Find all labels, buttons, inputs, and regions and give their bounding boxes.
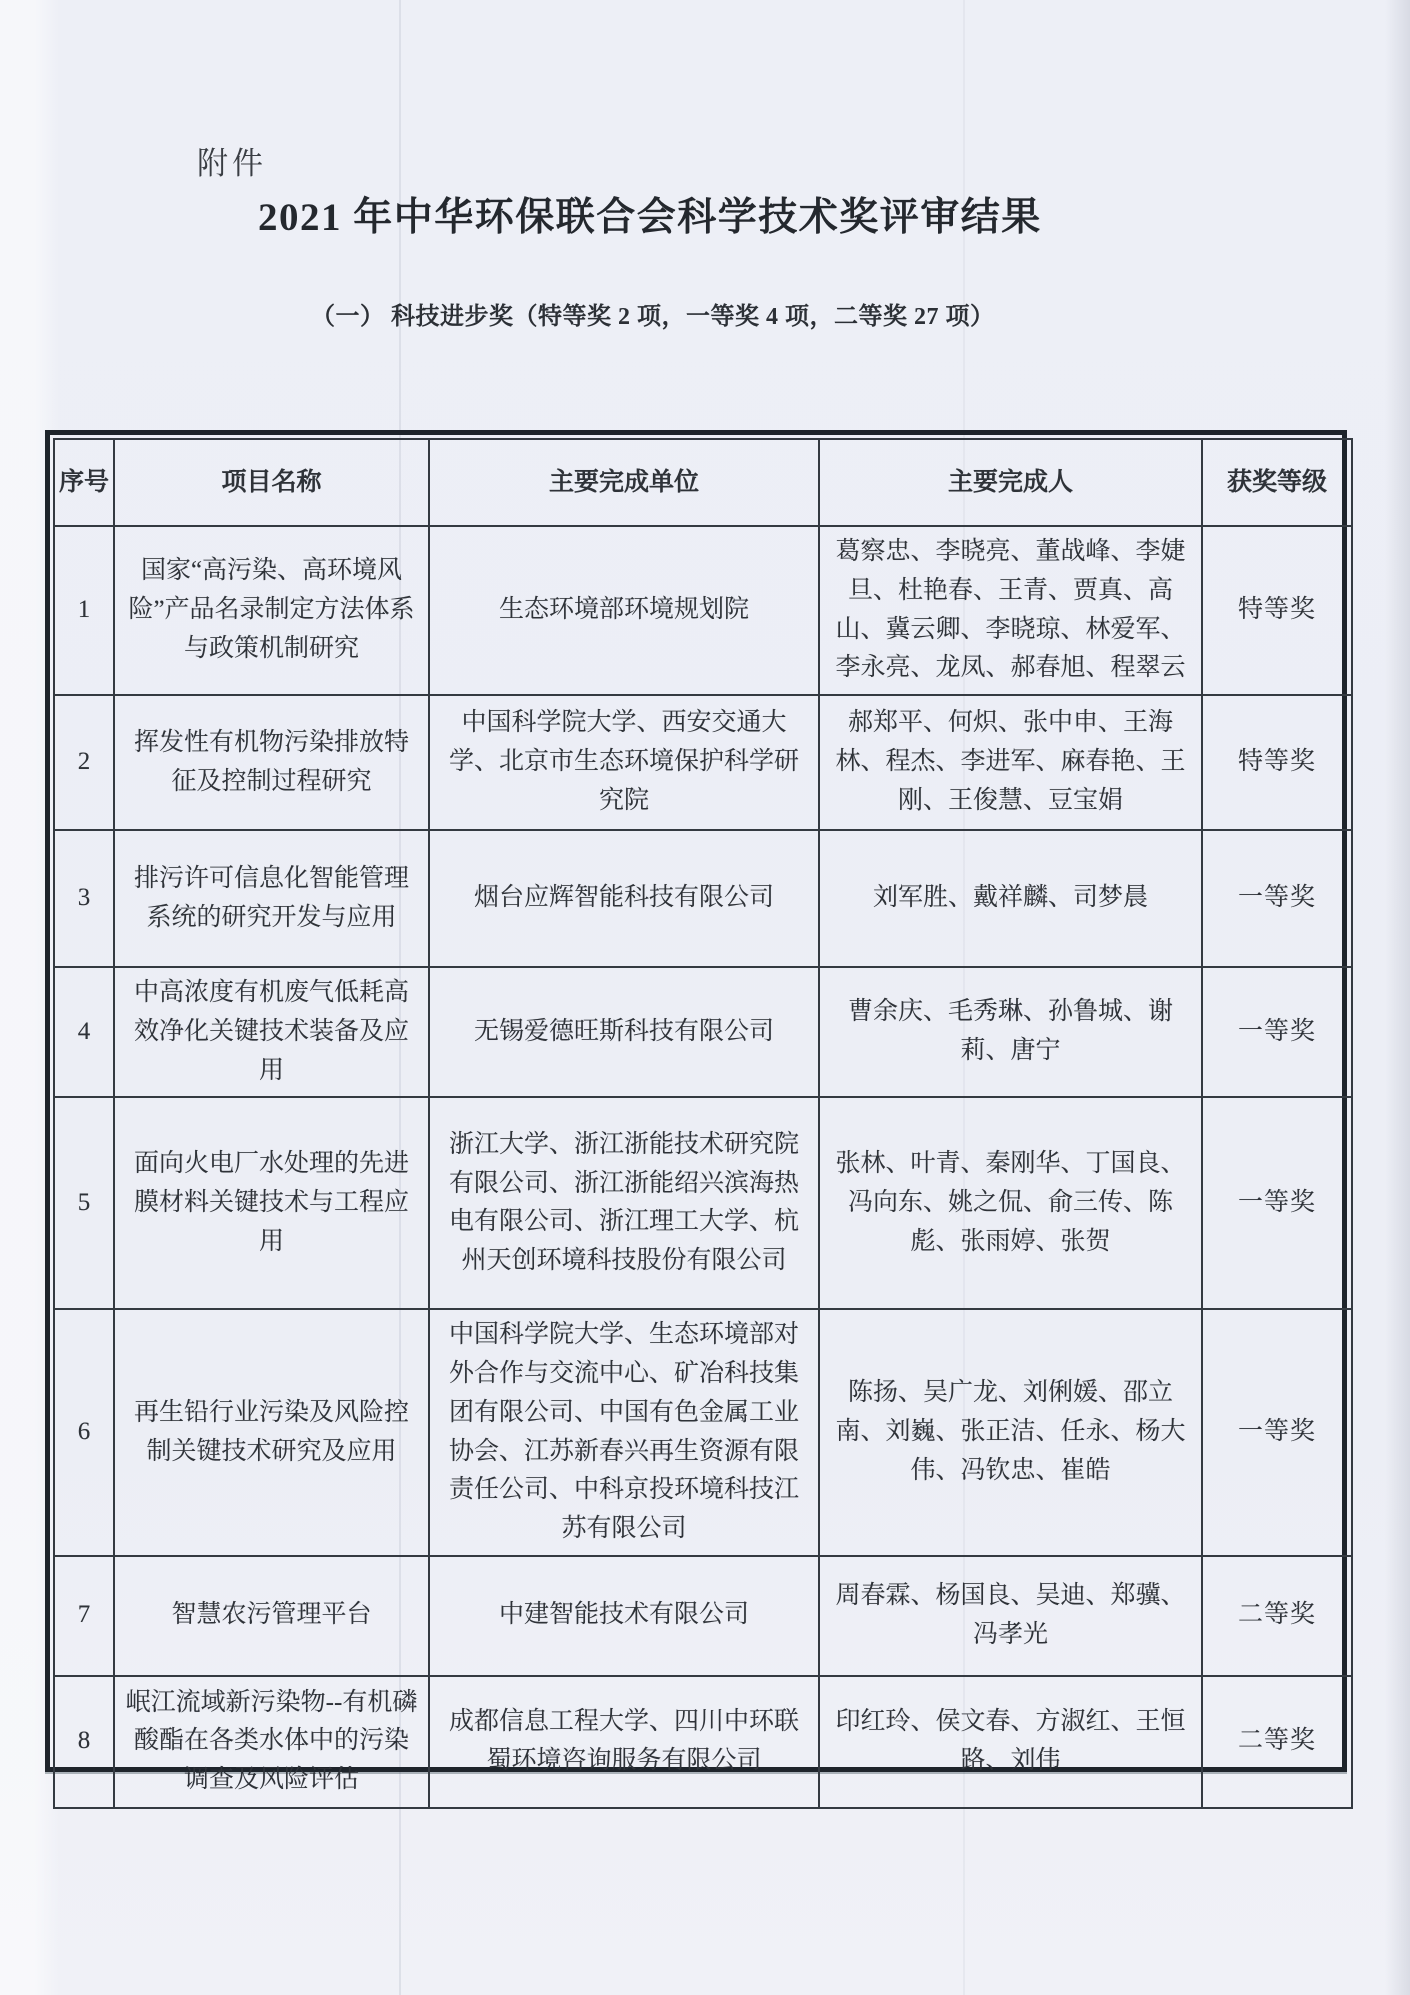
table-row — [54, 830, 1352, 967]
award-level: 一等奖 — [1202, 1309, 1352, 1556]
project-name: 岷江流域新污染物--有机磷酸酯在各类水体中的污染调查及风险评估 — [114, 1676, 429, 1808]
award-level: 二等奖 — [1202, 1676, 1352, 1808]
table-row — [54, 967, 1352, 1097]
project-name: 面向火电厂水处理的先进膜材料关键技术与工程应用 — [114, 1097, 429, 1309]
col-header-project: 项目名称 — [114, 439, 429, 526]
completing-people: 陈扬、吴广龙、刘俐媛、邵立南、刘巍、张正洁、任永、杨大伟、冯钦忠、崔皓 — [819, 1309, 1202, 1556]
completing-units: 中国科学院大学、生态环境部对外合作与交流中心、矿冶科技集团有限公司、中国有色金属工业协会、江苏新春兴再生资源有限责任公司、中科京投环境科技江苏有限公司 — [429, 1309, 819, 1556]
completing-units: 成都信息工程大学、四川中环联蜀环境咨询服务有限公司 — [429, 1676, 819, 1808]
award-level: 特等奖 — [1202, 526, 1352, 695]
award-level: 一等奖 — [1202, 830, 1352, 967]
completing-people: 张林、叶青、秦刚华、丁国良、冯向东、姚之侃、俞三传、陈彪、张雨婷、张贺 — [819, 1097, 1202, 1309]
project-name: 再生铅行业污染及风险控制关键技术研究及应用 — [114, 1309, 429, 1556]
row-no: 8 — [54, 1676, 114, 1808]
attachment-label: 附件 — [197, 146, 267, 181]
completing-people: 刘军胜、戴祥麟、司梦晨 — [819, 830, 1202, 967]
completing-units: 无锡爱德旺斯科技有限公司 — [429, 967, 819, 1097]
completing-people: 葛察忠、李晓亮、董战峰、李婕旦、杜艳春、王青、贾真、高山、冀云卿、李晓琼、林爱军、李永亮、龙凤、郝春旭、程翠云 — [819, 526, 1202, 695]
row-no: 6 — [54, 1309, 114, 1556]
col-header-no: 序号 — [54, 439, 114, 526]
table-header-row — [54, 439, 1352, 526]
section-heading: （一） 科技进步奖（特等奖 2 项，一等奖 4 项，二等奖 27 项） — [311, 304, 995, 330]
page-title: 2021 年中华环保联合会科学技术奖评审结果 — [258, 196, 1042, 239]
award-level: 一等奖 — [1202, 967, 1352, 1097]
project-name: 国家“高污染、高环境风险”产品名录制定方法体系与政策机制研究 — [114, 526, 429, 695]
project-name: 排污许可信息化智能管理系统的研究开发与应用 — [114, 830, 429, 967]
row-no: 3 — [54, 830, 114, 967]
table-body — [54, 526, 1352, 1808]
col-header-units: 主要完成单位 — [429, 439, 819, 526]
award-level: 特等奖 — [1202, 695, 1352, 830]
completing-units: 中国科学院大学、西安交通大学、北京市生态环境保护科学研究院 — [429, 695, 819, 830]
completing-units: 生态环境部环境规划院 — [429, 526, 819, 695]
awards-table — [45, 430, 1347, 1794]
award-level: 二等奖 — [1202, 1556, 1352, 1676]
awards-table-grid — [53, 438, 1353, 1809]
table-row — [54, 1676, 1352, 1808]
row-no: 5 — [54, 1097, 114, 1309]
award-level: 一等奖 — [1202, 1097, 1352, 1309]
completing-people: 郝郑平、何炽、张中申、王海林、程杰、李进军、麻春艳、王刚、王俊慧、豆宝娟 — [819, 695, 1202, 830]
col-header-award: 获奖等级 — [1202, 439, 1352, 526]
project-name: 智慧农污管理平台 — [114, 1556, 429, 1676]
row-no: 2 — [54, 695, 114, 830]
table-row — [54, 695, 1352, 830]
completing-units: 烟台应辉智能科技有限公司 — [429, 830, 819, 967]
row-no: 1 — [54, 526, 114, 695]
table-row — [54, 1309, 1352, 1556]
table-row — [54, 1097, 1352, 1309]
completing-people: 印红玲、侯文春、方淑红、王恒路、刘伟 — [819, 1676, 1202, 1808]
completing-units: 中建智能技术有限公司 — [429, 1556, 819, 1676]
table-row — [54, 526, 1352, 695]
row-no: 7 — [54, 1556, 114, 1676]
completing-people: 曹余庆、毛秀琳、孙鲁城、谢莉、唐宁 — [819, 967, 1202, 1097]
completing-people: 周春霖、杨国良、吴迪、郑骥、冯孝光 — [819, 1556, 1202, 1676]
col-header-people: 主要完成人 — [819, 439, 1202, 526]
table-row — [54, 1556, 1352, 1676]
project-name: 挥发性有机物污染排放特征及控制过程研究 — [114, 695, 429, 830]
row-no: 4 — [54, 967, 114, 1097]
project-name: 中高浓度有机废气低耗高效净化关键技术装备及应用 — [114, 967, 429, 1097]
completing-units: 浙江大学、浙江浙能技术研究院有限公司、浙江浙能绍兴滨海热电有限公司、浙江理工大学、杭州天创环境科技股份有限公司 — [429, 1097, 819, 1309]
